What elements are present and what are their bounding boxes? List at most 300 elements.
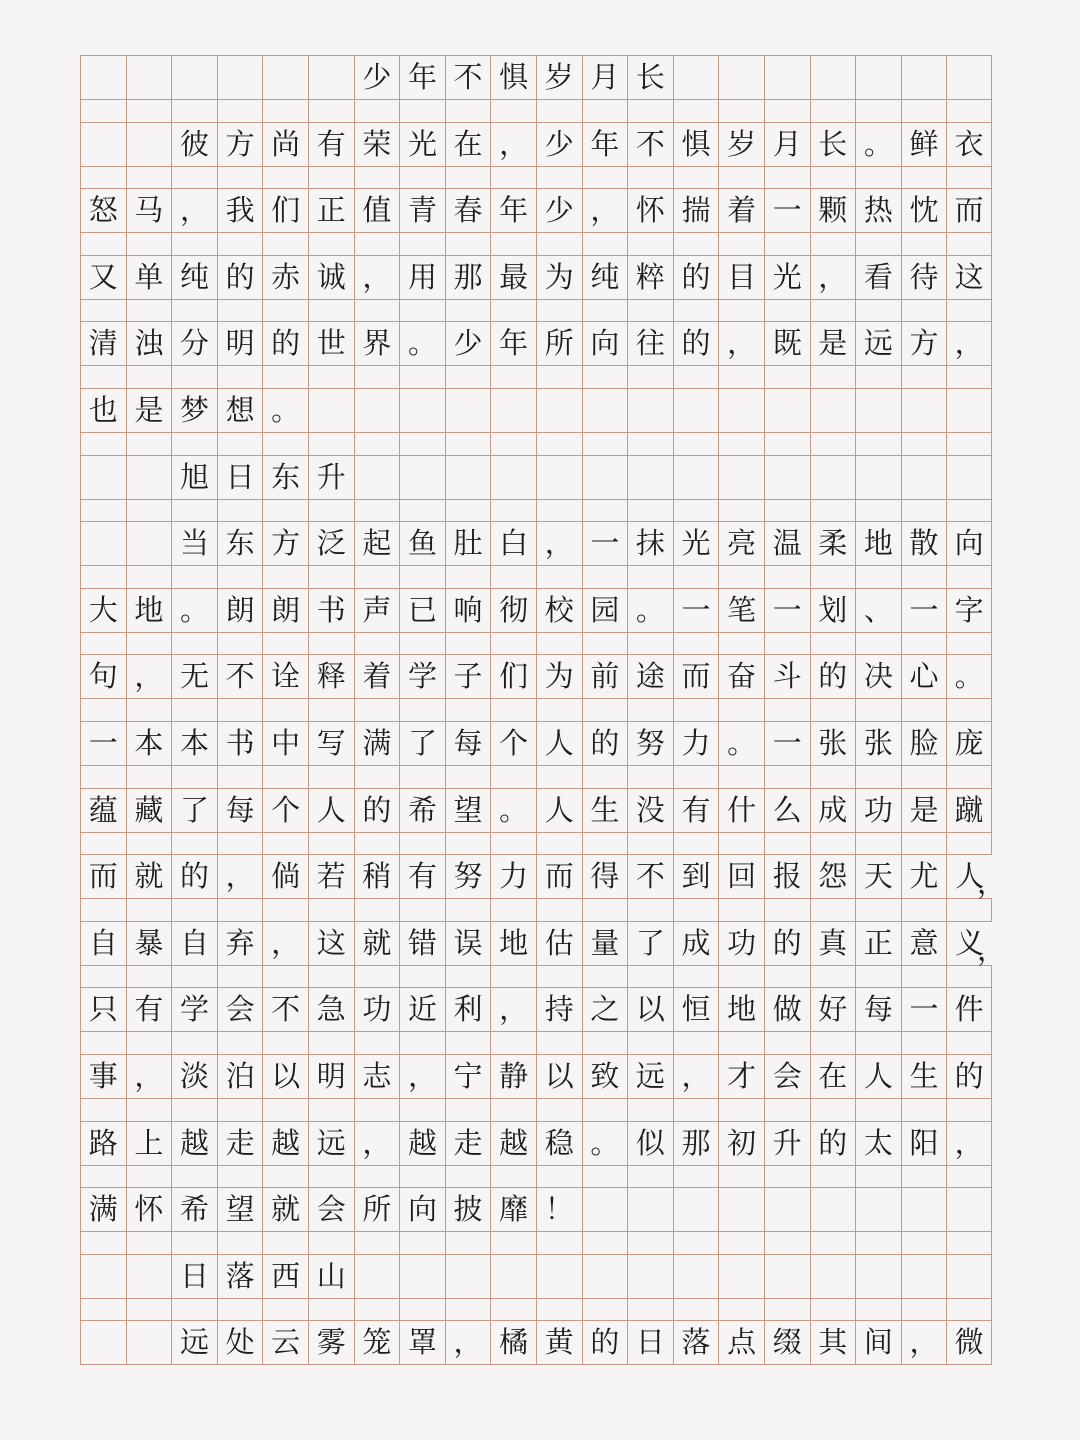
- grid-cell: [855, 456, 901, 499]
- grid-cell: 年: [399, 56, 445, 99]
- grid-cell: 自: [171, 922, 217, 965]
- grid-cell: [490, 1255, 536, 1298]
- grid-cell: 利: [445, 988, 491, 1031]
- grid-cell: [445, 1255, 491, 1298]
- grid-cell: 么: [764, 789, 810, 832]
- grid-cell: 长: [810, 123, 856, 166]
- grid-cell: ，: [582, 189, 628, 232]
- grid-cell: [582, 389, 628, 432]
- grid-row: [80, 1054, 992, 1099]
- grid-cell: 决: [855, 655, 901, 698]
- grid-cell: 释: [308, 655, 354, 698]
- grid-cell: 不: [262, 988, 308, 1031]
- grid-cell: 向: [946, 522, 992, 565]
- grid-cell: 长: [627, 56, 673, 99]
- grid-cell: 起: [354, 522, 400, 565]
- grid-row: [80, 1187, 992, 1232]
- grid-cell: 自: [80, 922, 126, 965]
- grid-cell: 用: [399, 256, 445, 299]
- grid-row: [80, 854, 1006, 901]
- grid-cell: [673, 56, 719, 99]
- grid-cell: ，: [217, 855, 263, 898]
- grid-cell: [262, 56, 308, 99]
- grid-cell: 句: [80, 655, 126, 698]
- grid-cell: [582, 1255, 628, 1298]
- grid-cell: [490, 456, 536, 499]
- grid-cell: 一: [901, 988, 947, 1031]
- grid-cell: 朗: [217, 589, 263, 632]
- grid-cell: 靡: [490, 1188, 536, 1231]
- grid-cell: 衣: [946, 123, 992, 166]
- grid-cell: 为: [536, 256, 582, 299]
- grid-cell: 无: [171, 655, 217, 698]
- grid-cell: ，: [354, 256, 400, 299]
- grid-cell: 走: [217, 1122, 263, 1165]
- grid-cell: 分: [171, 322, 217, 365]
- grid-cell: 界: [354, 322, 400, 365]
- grid-cell: [80, 1255, 126, 1298]
- grid-cell: 有: [308, 123, 354, 166]
- grid-cell: 年: [490, 322, 536, 365]
- grid-cell: [718, 456, 764, 499]
- grid-cell: [126, 56, 172, 99]
- grid-cell: 暴: [126, 922, 172, 965]
- grid-cell: 了: [399, 722, 445, 765]
- grid-cell: 值: [354, 189, 400, 232]
- grid-cell: 恒: [673, 988, 719, 1031]
- grid-cell: 赤: [262, 256, 308, 299]
- grid-cell: [126, 456, 172, 499]
- grid-cell: 的: [262, 322, 308, 365]
- grid-cell: 成: [673, 922, 719, 965]
- grid-cell: ，: [946, 322, 992, 365]
- grid-cell: 处: [217, 1321, 263, 1364]
- grid-cell: 笔: [718, 589, 764, 632]
- grid-cell: 人: [536, 722, 582, 765]
- grid-cell: 远: [855, 322, 901, 365]
- grid-cell: 有: [126, 988, 172, 1031]
- grid-cell: 抹: [627, 522, 673, 565]
- grid-cell: [445, 456, 491, 499]
- grid-cell: ，: [126, 655, 172, 698]
- grid-cell: 鲜: [901, 123, 947, 166]
- grid-cell: 子: [445, 655, 491, 698]
- grid-cell: 方: [901, 322, 947, 365]
- grid-spacer: [80, 1299, 992, 1321]
- grid-cell: [810, 56, 856, 99]
- grid-cell: 泛: [308, 522, 354, 565]
- grid-cell: 学: [171, 988, 217, 1031]
- grid-cell: 是: [810, 322, 856, 365]
- grid-cell: 本: [126, 722, 172, 765]
- grid-spacer: [80, 500, 992, 522]
- grid-cell: 远: [627, 1055, 673, 1098]
- grid-cell: 本: [171, 722, 217, 765]
- grid-cell: 静: [490, 1055, 536, 1098]
- grid-spacer: [80, 233, 992, 255]
- grid-cell: 蹴: [946, 789, 992, 832]
- grid-cell: 微: [946, 1321, 992, 1364]
- grid-row: [80, 388, 992, 433]
- grid-cell: 升: [308, 456, 354, 499]
- grid-spacer: [80, 167, 992, 189]
- grid-cell: 忱: [901, 189, 947, 232]
- grid-cell: ，: [171, 189, 217, 232]
- grid-cell: 越: [262, 1122, 308, 1165]
- grid-cell: 而: [536, 855, 582, 898]
- grid-cell: 散: [901, 522, 947, 565]
- grid-spacer: [80, 899, 992, 921]
- grid-cell: 个: [262, 789, 308, 832]
- grid-cell: 的: [354, 789, 400, 832]
- grid-cell: [399, 1255, 445, 1298]
- grid-row: [80, 455, 992, 500]
- grid-cell: 就: [262, 1188, 308, 1231]
- grid-cell: 有: [399, 855, 445, 898]
- writing-grid-sheet: [80, 55, 1006, 1366]
- grid-cell: 书: [217, 722, 263, 765]
- grid-cell: 所: [354, 1188, 400, 1231]
- grid-cell: 好: [810, 988, 856, 1031]
- grid-row: [80, 521, 992, 566]
- grid-cell: 的: [764, 922, 810, 965]
- grid-cell: 世: [308, 322, 354, 365]
- grid-cell: 其: [810, 1321, 856, 1364]
- grid-cell: 一: [582, 522, 628, 565]
- grid-cell: 个: [490, 722, 536, 765]
- grid-cell: 在: [445, 123, 491, 166]
- grid-cell: [80, 56, 126, 99]
- grid-cell: [718, 1255, 764, 1298]
- grid-cell: 也: [80, 389, 126, 432]
- grid-cell: 字: [946, 589, 992, 632]
- grid-cell: 上: [126, 1122, 172, 1165]
- grid-cell: 纯: [171, 256, 217, 299]
- grid-cell: 鱼: [399, 522, 445, 565]
- grid-cell: 是: [126, 389, 172, 432]
- grid-cell: 那: [445, 256, 491, 299]
- grid-cell: 落: [217, 1255, 263, 1298]
- grid-cell: 、: [855, 589, 901, 632]
- grid-cell: 在: [810, 1055, 856, 1098]
- grid-cell: 揣: [673, 189, 719, 232]
- grid-cell: [126, 123, 172, 166]
- grid-cell: 着: [718, 189, 764, 232]
- grid-cell: 惧: [673, 123, 719, 166]
- grid-cell: 功: [718, 922, 764, 965]
- grid-cell: ！: [536, 1188, 582, 1231]
- grid-cell: [308, 389, 354, 432]
- grid-cell: ，: [126, 1055, 172, 1098]
- grid-row: [80, 122, 992, 167]
- grid-cell: 肚: [445, 522, 491, 565]
- grid-row: [80, 1254, 992, 1299]
- grid-cell: 太: [855, 1122, 901, 1165]
- grid-cell: 岁: [536, 56, 582, 99]
- grid-cell: 张: [810, 722, 856, 765]
- grid-row: [80, 987, 992, 1032]
- grid-cell: 既: [764, 322, 810, 365]
- grid-cell: 的: [171, 855, 217, 898]
- grid-cell: 远: [308, 1122, 354, 1165]
- grid-cell: [536, 456, 582, 499]
- grid-cell: 一: [80, 722, 126, 765]
- grid-cell: 生: [582, 789, 628, 832]
- grid-cell: 。: [490, 789, 536, 832]
- grid-cell: 得: [582, 855, 628, 898]
- grid-spacer: [80, 833, 992, 855]
- grid-cell: 张: [855, 722, 901, 765]
- grid-cell: 一: [764, 722, 810, 765]
- grid-cell: [946, 1188, 992, 1231]
- grid-cell: 是: [901, 789, 947, 832]
- grid-cell: 才: [718, 1055, 764, 1098]
- grid-cell: 单: [126, 256, 172, 299]
- grid-cell: 颗: [810, 189, 856, 232]
- grid-cell: 阳: [901, 1122, 947, 1165]
- grid-cell: 倘: [262, 855, 308, 898]
- grid-cell: 的: [810, 655, 856, 698]
- grid-cell: 一: [764, 189, 810, 232]
- grid-cell: 望: [217, 1188, 263, 1231]
- grid-cell: 浊: [126, 322, 172, 365]
- grid-cell: [764, 56, 810, 99]
- grid-cell: [536, 1255, 582, 1298]
- grid-cell: ，: [354, 1122, 400, 1165]
- grid-cell: 温: [764, 522, 810, 565]
- grid-cell: 。: [718, 722, 764, 765]
- grid-cell: [901, 456, 947, 499]
- grid-cell: 缀: [764, 1321, 810, 1364]
- grid-cell: 会: [764, 1055, 810, 1098]
- grid-spacer: [80, 566, 992, 588]
- grid-cell: 我: [217, 189, 263, 232]
- grid-cell: 的: [673, 322, 719, 365]
- grid-cell: [308, 56, 354, 99]
- grid-cell: [810, 456, 856, 499]
- grid-row: [80, 588, 992, 633]
- grid-cell: 有: [673, 789, 719, 832]
- grid-cell: 做: [764, 988, 810, 1031]
- grid-spacer: [80, 766, 992, 788]
- grid-cell: 罩: [399, 1321, 445, 1364]
- overflow-punctuation: ，: [976, 932, 1006, 967]
- grid-cell: 错: [399, 922, 445, 965]
- grid-cell: [80, 456, 126, 499]
- grid-cell: [855, 1255, 901, 1298]
- grid-cell: ，: [673, 1055, 719, 1098]
- grid-cell: 生: [901, 1055, 947, 1098]
- grid-spacer: [80, 633, 992, 655]
- grid-cell: 稳: [536, 1122, 582, 1165]
- grid-cell: 响: [445, 589, 491, 632]
- grid-cell: 力: [673, 722, 719, 765]
- grid-cell: 。: [855, 123, 901, 166]
- grid-cell: ，: [810, 256, 856, 299]
- grid-cell: 。: [262, 389, 308, 432]
- grid-cell: 希: [399, 789, 445, 832]
- grid-cell: [764, 1188, 810, 1231]
- grid-cell: 怀: [126, 1188, 172, 1231]
- grid-cell: 估: [536, 922, 582, 965]
- grid-cell: 地: [126, 589, 172, 632]
- grid-cell: 光: [673, 522, 719, 565]
- grid-cell: 年: [490, 189, 536, 232]
- grid-cell: 似: [627, 1122, 673, 1165]
- grid-cell: 待: [901, 256, 947, 299]
- grid-cell: 柔: [810, 522, 856, 565]
- grid-cell: 以: [262, 1055, 308, 1098]
- grid-cell: 月: [764, 123, 810, 166]
- grid-cell: 急: [308, 988, 354, 1031]
- grid-cell: 量: [582, 922, 628, 965]
- grid-cell: 路: [80, 1122, 126, 1165]
- grid-cell: 越: [399, 1122, 445, 1165]
- grid-cell: [490, 389, 536, 432]
- grid-cell: [764, 389, 810, 432]
- grid-cell: 地: [855, 522, 901, 565]
- grid-cell: 的: [946, 1055, 992, 1098]
- grid-cell: 志: [354, 1055, 400, 1098]
- grid-cell: 脸: [901, 722, 947, 765]
- grid-cell: 之: [582, 988, 628, 1031]
- grid-cell: 升: [764, 1122, 810, 1165]
- grid-spacer: [80, 100, 992, 122]
- grid-cell: 宁: [445, 1055, 491, 1098]
- grid-cell: [718, 1188, 764, 1231]
- grid-cell: 不: [445, 56, 491, 99]
- grid-cell: 力: [490, 855, 536, 898]
- grid-cell: 误: [445, 922, 491, 965]
- grid-cell: 们: [490, 655, 536, 698]
- grid-cell: 橘: [490, 1321, 536, 1364]
- grid-cell: 日: [217, 456, 263, 499]
- grid-cell: 人: [855, 1055, 901, 1098]
- grid-cell: 只: [80, 988, 126, 1031]
- grid-cell: 前: [582, 655, 628, 698]
- grid-cell: 功: [855, 789, 901, 832]
- grid-cell: [718, 389, 764, 432]
- grid-cell: 披: [445, 1188, 491, 1231]
- grid-cell: [627, 456, 673, 499]
- grid-cell: ，: [901, 1321, 947, 1364]
- grid-cell: 。: [627, 589, 673, 632]
- grid-cell: 人: [308, 789, 354, 832]
- grid-cell: 向: [399, 1188, 445, 1231]
- grid-cell: 大: [80, 589, 126, 632]
- grid-cell: 报: [764, 855, 810, 898]
- grid-cell: 而: [946, 189, 992, 232]
- grid-cell: 那: [673, 1122, 719, 1165]
- grid-cell: 什: [718, 789, 764, 832]
- grid-cell: 清: [80, 322, 126, 365]
- grid-row: [80, 55, 992, 100]
- grid-cell: [946, 456, 992, 499]
- grid-cell: 所: [536, 322, 582, 365]
- grid-cell: 纯: [582, 256, 628, 299]
- grid-row: [80, 721, 992, 766]
- grid-cell: [627, 1188, 673, 1231]
- grid-row: [80, 788, 992, 833]
- grid-cell: 以: [627, 988, 673, 1031]
- grid-cell: 马: [126, 189, 172, 232]
- grid-cell: 的: [810, 1122, 856, 1165]
- grid-row: [80, 321, 992, 366]
- grid-cell: 不: [627, 855, 673, 898]
- grid-cell: 不: [627, 123, 673, 166]
- grid-cell: 旭: [171, 456, 217, 499]
- grid-cell: 光: [764, 256, 810, 299]
- grid-cell: [627, 1255, 673, 1298]
- grid-cell: 以: [536, 1055, 582, 1098]
- grid-cell: 初: [718, 1122, 764, 1165]
- grid-cell: 尤: [901, 855, 947, 898]
- grid-cell: 。: [171, 589, 217, 632]
- grid-cell: [718, 56, 764, 99]
- grid-cell: 越: [171, 1122, 217, 1165]
- grid-cell: 点: [718, 1321, 764, 1364]
- grid-cell: 方: [217, 123, 263, 166]
- grid-cell: 月: [582, 56, 628, 99]
- grid-cell: [399, 456, 445, 499]
- grid-cell: 惧: [490, 56, 536, 99]
- grid-cell: [946, 1255, 992, 1298]
- grid-cell: 云: [262, 1321, 308, 1364]
- grid-cell: 为: [536, 655, 582, 698]
- grid-spacer: [80, 1232, 992, 1254]
- grid-spacer: [80, 300, 992, 322]
- grid-cell: 少: [354, 56, 400, 99]
- grid-cell: [582, 456, 628, 499]
- grid-cell: 怨: [810, 855, 856, 898]
- grid-cell: 春: [445, 189, 491, 232]
- grid-cell: 功: [354, 988, 400, 1031]
- grid-cell: [810, 1255, 856, 1298]
- grid-cell: 就: [126, 855, 172, 898]
- grid-cell: 东: [217, 522, 263, 565]
- grid-cell: 怒: [80, 189, 126, 232]
- grid-cell: 会: [308, 1188, 354, 1231]
- grid-cell: 。: [399, 322, 445, 365]
- grid-cell: 没: [627, 789, 673, 832]
- grid-cell: 了: [627, 922, 673, 965]
- grid-cell: 望: [445, 789, 491, 832]
- grid-cell: 稍: [354, 855, 400, 898]
- grid-cell: 的: [673, 256, 719, 299]
- grid-cell: [764, 456, 810, 499]
- grid-cell: 日: [627, 1321, 673, 1364]
- grid-cell: 彻: [490, 589, 536, 632]
- grid-cell: [855, 56, 901, 99]
- grid-cell: 往: [627, 322, 673, 365]
- grid-cell: [673, 389, 719, 432]
- grid-cell: 书: [308, 589, 354, 632]
- grid-cell: 致: [582, 1055, 628, 1098]
- grid-cell: 尚: [262, 123, 308, 166]
- grid-cell: [946, 389, 992, 432]
- grid-cell: 少: [536, 123, 582, 166]
- grid-cell: 真: [810, 922, 856, 965]
- grid-cell: [673, 1188, 719, 1231]
- grid-cell: 青: [399, 189, 445, 232]
- grid-cell: 回: [718, 855, 764, 898]
- grid-cell: 着: [354, 655, 400, 698]
- grid-cell: 人: [536, 789, 582, 832]
- grid-cell: 持: [536, 988, 582, 1031]
- grid-cell: 每: [217, 789, 263, 832]
- grid-cell: 东: [262, 456, 308, 499]
- grid-cell: 若: [308, 855, 354, 898]
